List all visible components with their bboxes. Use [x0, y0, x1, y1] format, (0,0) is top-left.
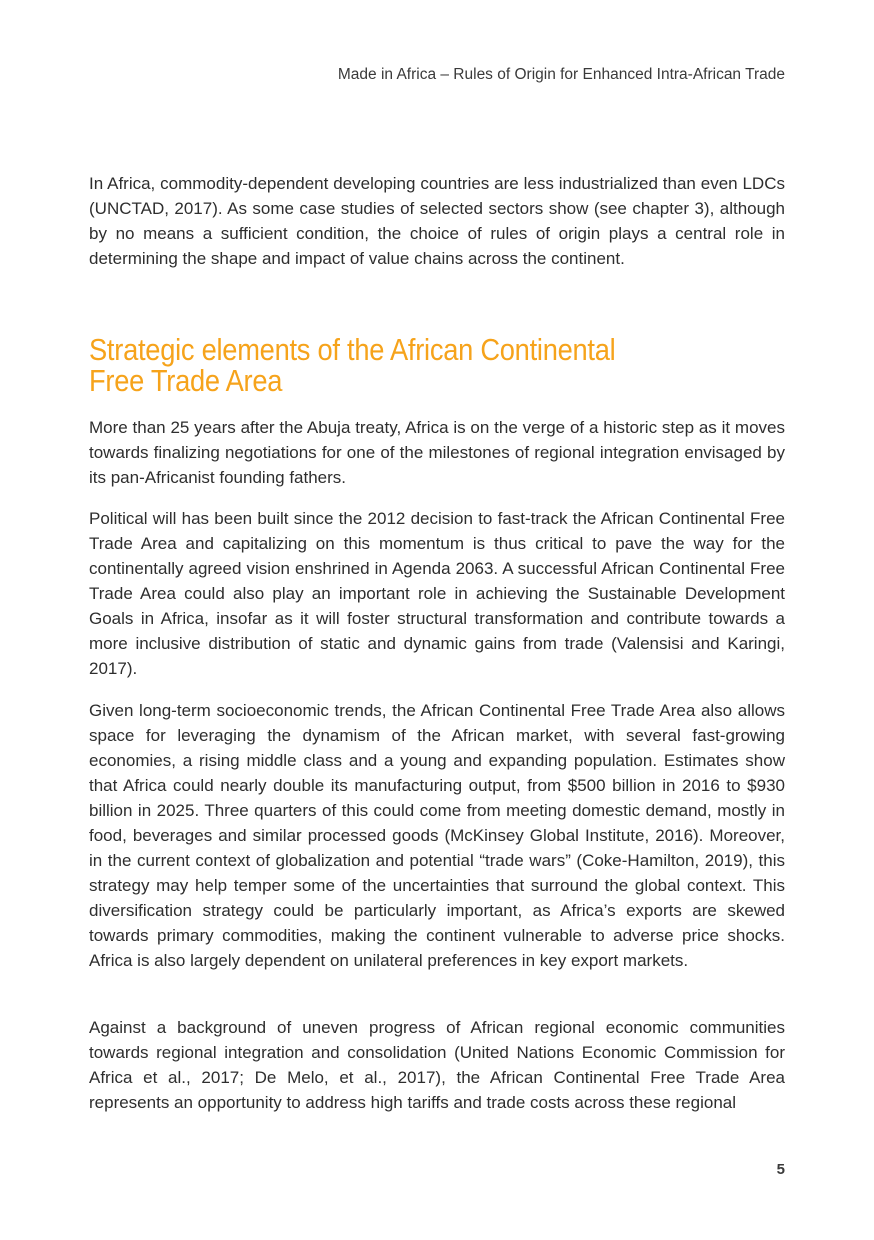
section-heading-line-2: Free Trade Area	[89, 363, 283, 398]
intro-paragraph: In Africa, commodity-dependent developing countries are less industrialized than even LDCs (UNCTAD, 2017). As some case studies of selected sectors show (see chapter 3), although by no means a sufficient condition, the choice of rules of origin plays a central role in determining the shape and impact of value chains across the continent.	[89, 174, 785, 268]
running-header: Made in Africa – Rules of Origin for Enhanced Intra-African Trade	[337, 66, 785, 83]
body-paragraph-2: Political will has been built since the 2012 decision to fast-track the African Continental Free Trade Area and capitalizing on this momentum is thus critical to pave the way for the continentally agreed vision enshrined in Agenda 2063. A successful African Continental Free Trade Area could also play an important role in achieving the Sustainable Development Goals in Africa, insofar as it will foster structural transformation and contribute towards a more inclusive distribution of static and dynamic gains from trade (Valensisi and Karingi, 2017).	[89, 509, 785, 678]
body-paragraph-3: Given long-term socioeconomic trends, the African Continental Free Trade Area also allows space for leveraging the dynamism of the African market, with several fast-growing economies, a rising middle class and a young and expanding population. Estimates show that Africa could nearly double its manufacturing output, from $500 billion in 2016 to $930 billion in 2025. Three quarters of this could come from meeting domestic demand, mostly in food, beverages and similar processed goods (McKinsey Global Institute, 2016). Moreover, in the current context of globalization and potential “trade wars” (Coke-Hamilton, 2019), this strategy may help temper some of the uncertainties that surround the global context. This diversification strategy could be particularly important, as Africa’s exports are skewed towards primary commodities, making the continent vulnerable to adverse price shocks. Africa is also largely dependent on unilateral preferences in key export markets.	[89, 701, 785, 970]
body-paragraph-1: More than 25 years after the Abuja treaty, Africa is on the verge of a historic step as it moves towards finalizing negotiations for one of the milestones of regional integration envisaged by its pan-Africanist founding fathers.	[89, 418, 785, 487]
section-heading-line-1: Strategic elements of the African Continental	[89, 332, 616, 367]
body-paragraph-4: Against a background of uneven progress of African regional economic communities towards regional integration and consolidation (United Nations Economic Commission for Africa et al., 2017; De Melo, et al., 2017), the African Continental Free Trade Area represents an opportunity to address high tariffs and trade costs across these regional	[89, 1018, 785, 1112]
page-number: 5	[776, 1161, 785, 1178]
section-heading	[89, 334, 652, 396]
